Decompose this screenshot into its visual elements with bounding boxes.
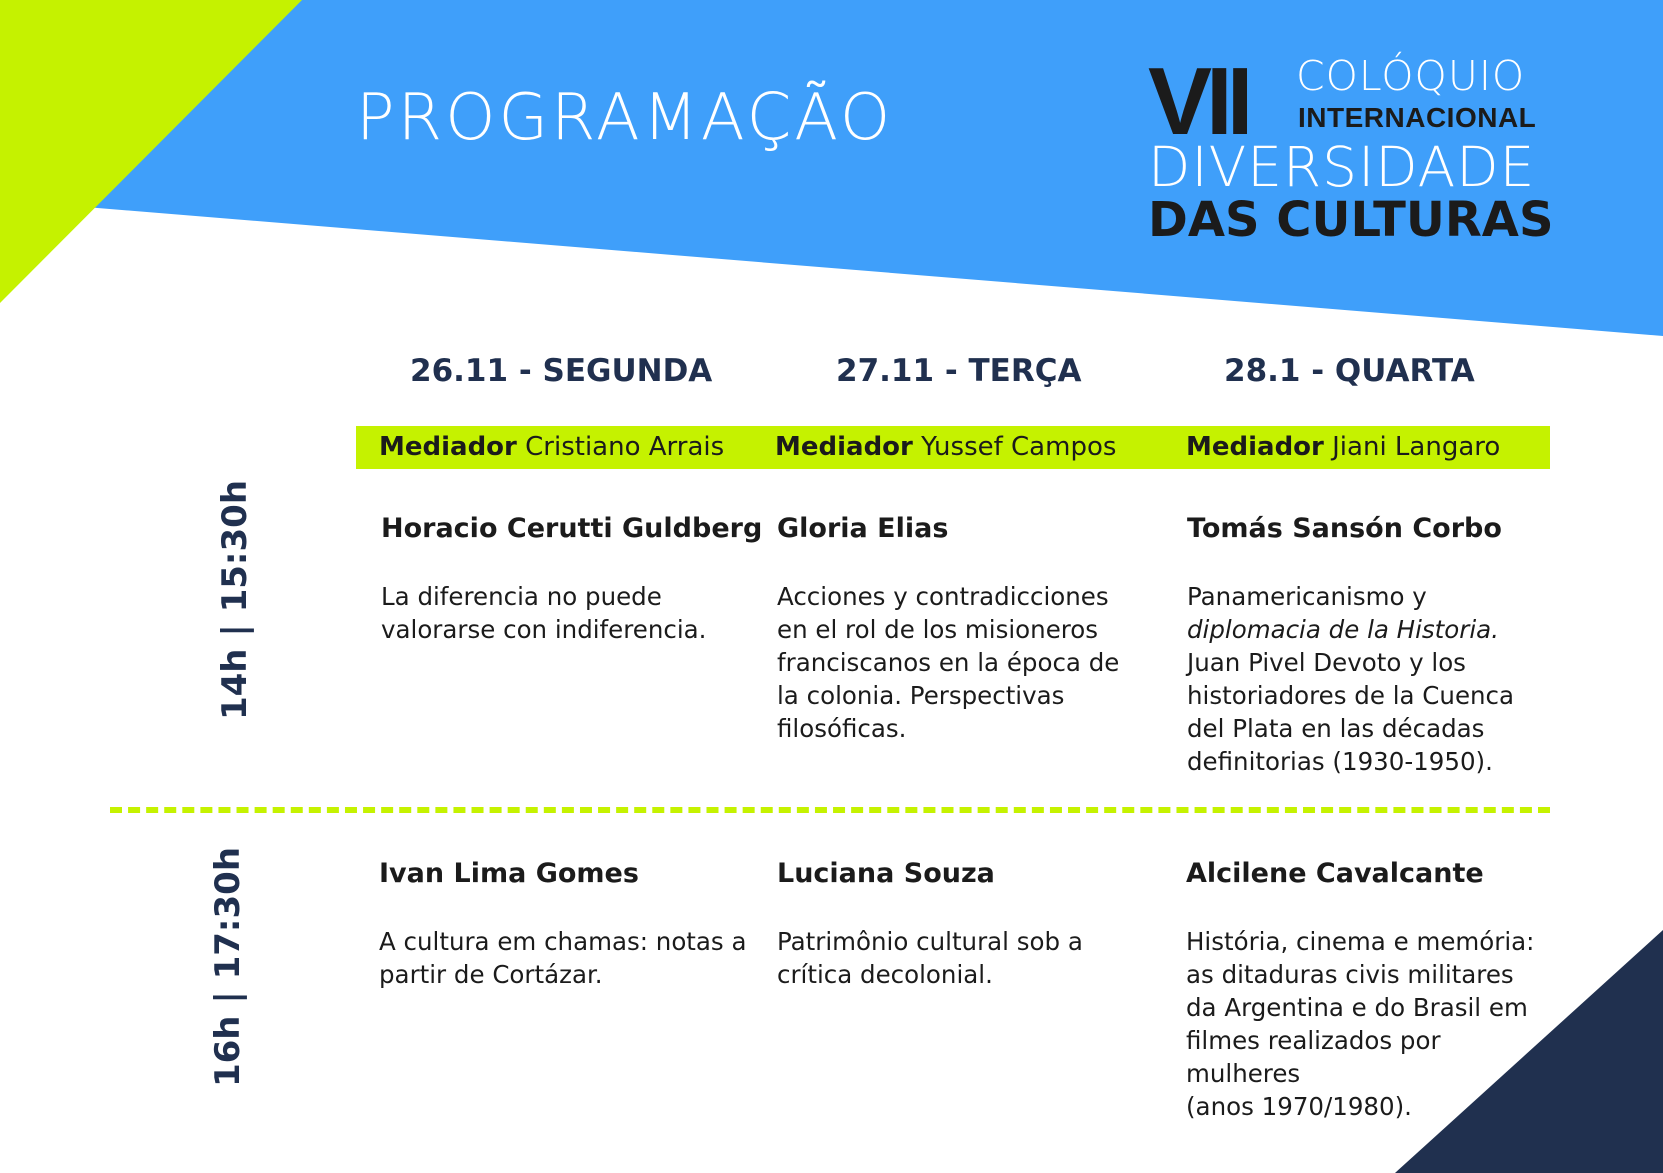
mediator-role: Mediador xyxy=(775,432,913,462)
speaker-name: Tomás Sansón Corbo xyxy=(1187,513,1502,544)
logo-numeral: VII xyxy=(1148,48,1248,155)
logo-word-das-culturas: DAS CULTURAS xyxy=(1148,192,1554,248)
talk-title-line: La diferencia no puede xyxy=(381,582,662,611)
talk-title xyxy=(1187,580,1514,778)
session-time-2: 16h | 17:30h xyxy=(208,846,248,1088)
event-logo xyxy=(1148,48,1554,252)
speaker-name: Luciana Souza xyxy=(777,858,995,889)
talk-title-line: historiadores de la Cuenca xyxy=(1187,681,1515,710)
mediator-segunda xyxy=(379,434,724,460)
mediator-role: Mediador xyxy=(1186,432,1324,462)
talk-title-line: filmes realizados por xyxy=(1186,1026,1441,1055)
talk-title-line: definitorias (1930-1950). xyxy=(1187,747,1493,776)
talk-title-line: Patrimônio cultural sob a xyxy=(777,927,1083,956)
talk-title-line: diplomacia de la Historia. xyxy=(1187,615,1499,644)
talk-title-line: en el rol de los misioneros xyxy=(777,615,1099,644)
mediator-name: Jiani Langaro xyxy=(1332,432,1501,462)
session-divider xyxy=(110,807,1550,813)
day-header-terca: 27.11 - TERÇA xyxy=(836,353,1082,389)
talk-title-line: as ditaduras civis militares xyxy=(1186,960,1514,989)
logo-word-coloquio: COLÓQUIO xyxy=(1296,52,1526,100)
mediator-name: Yussef Campos xyxy=(921,432,1117,462)
speaker-name: Gloria Elias xyxy=(777,513,949,544)
talk-title xyxy=(777,580,1119,745)
talk-title xyxy=(381,580,706,646)
logo-word-internacional: INTERNACIONAL xyxy=(1298,102,1537,133)
session-time-1: 14h | 15:30h xyxy=(215,479,255,721)
talk-title-line: A cultura em chamas: notas a xyxy=(379,927,747,956)
talk-title-line: da Argentina e do Brasil em xyxy=(1186,993,1528,1022)
page-title: PROGRAMAÇÃO xyxy=(356,81,894,155)
talk-title-line: franciscanos en la época de xyxy=(777,648,1120,677)
talk-title xyxy=(777,925,1083,991)
talk-title-line: mulheres xyxy=(1186,1059,1301,1088)
talk-title xyxy=(1186,925,1534,1123)
talk-title-line: História, cinema e memória: xyxy=(1186,927,1535,956)
talk-title-line: crítica decolonial. xyxy=(777,960,993,989)
talk-title-line: (anos 1970/1980). xyxy=(1186,1092,1412,1121)
talk-title-line: Acciones y contradicciones xyxy=(777,582,1109,611)
day-header-quarta: 28.1 - QUARTA xyxy=(1224,353,1475,389)
talk-title-line: del Plata en las décadas xyxy=(1187,714,1485,743)
talk-title-line: la colonia. Perspectivas xyxy=(777,681,1065,710)
talk-title-line: Panamericanismo y xyxy=(1187,582,1427,611)
speaker-name: Horacio Cerutti Guldberg xyxy=(381,513,763,544)
logo-word-diversidade: DIVERSIDADE xyxy=(1148,135,1536,199)
speaker-name: Ivan Lima Gomes xyxy=(379,858,639,889)
day-header-segunda: 26.11 - SEGUNDA xyxy=(410,353,713,389)
mediator-terca xyxy=(775,434,1116,460)
talk-title xyxy=(379,925,747,991)
mediator-role: Mediador xyxy=(379,432,517,462)
mediator-quarta xyxy=(1186,434,1500,460)
talk-title-line: partir de Cortázar. xyxy=(379,960,603,989)
talk-title-line: Juan Pivel Devoto y los xyxy=(1187,648,1466,677)
talk-title-line: valorarse con indiferencia. xyxy=(381,615,707,644)
mediator-name: Cristiano Arrais xyxy=(525,432,725,462)
speaker-name: Alcilene Cavalcante xyxy=(1186,858,1484,889)
talk-title-line: filosóficas. xyxy=(777,714,907,743)
